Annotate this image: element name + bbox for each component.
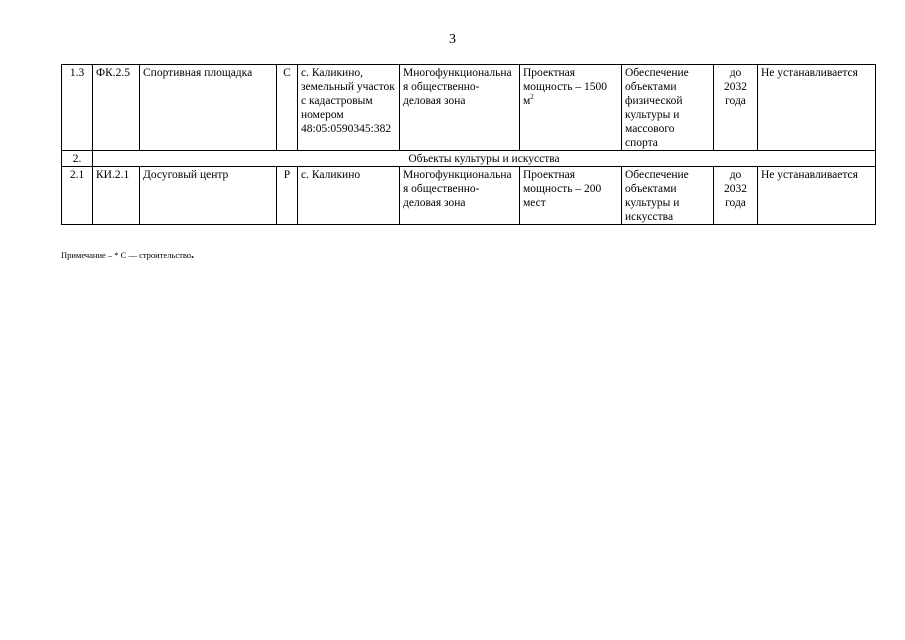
row-number: 2.1: [62, 167, 93, 225]
footnote: [61, 249, 194, 261]
object-capacity: Проектная мощность – 200 мест: [520, 167, 622, 225]
object-location: с. Каликино: [298, 167, 400, 225]
object-type: С: [277, 65, 298, 151]
page-number: 3: [449, 32, 456, 47]
object-purpose: Обеспечение объектами культуры и искусства: [622, 167, 714, 225]
object-zone: Многофункциональная общественно-деловая зона: [400, 65, 520, 151]
object-zones-status: Не устанавливается: [758, 167, 876, 225]
object-zones-status: Не устанавливается: [758, 65, 876, 151]
table-row: [62, 167, 876, 225]
object-name: Спортивная площадка: [140, 65, 277, 151]
table-row: [62, 65, 876, 151]
object-deadline: до 2032 года: [714, 167, 758, 225]
section-row: [62, 151, 876, 167]
object-deadline: до 2032 года: [714, 65, 758, 151]
capacity-superscript: 2: [530, 93, 534, 102]
object-code: ФК.2.5: [93, 65, 140, 151]
row-number: 1.3: [62, 65, 93, 151]
object-purpose: Обеспечение объектами физической культуры и массового спорта: [622, 65, 714, 151]
footnote-text: Примечание – * С — строительство: [61, 250, 192, 260]
object-zone: Многофункциональная общественно-деловая зона: [400, 167, 520, 225]
section-number: 2.: [62, 151, 93, 167]
objects-table: [61, 64, 876, 225]
object-capacity: [520, 65, 622, 151]
footnote-end-mark: .: [191, 247, 195, 261]
object-code: КИ.2.1: [93, 167, 140, 225]
object-type: Р: [277, 167, 298, 225]
capacity-text: Проектная мощность – 1500 м: [523, 67, 607, 107]
section-title: Объекты культуры и искусства: [93, 151, 876, 167]
object-location: с. Каликино, земельный участок с кадастровым номером 48:05:0590345:382: [298, 65, 400, 151]
object-name: Досуговый центр: [140, 167, 277, 225]
